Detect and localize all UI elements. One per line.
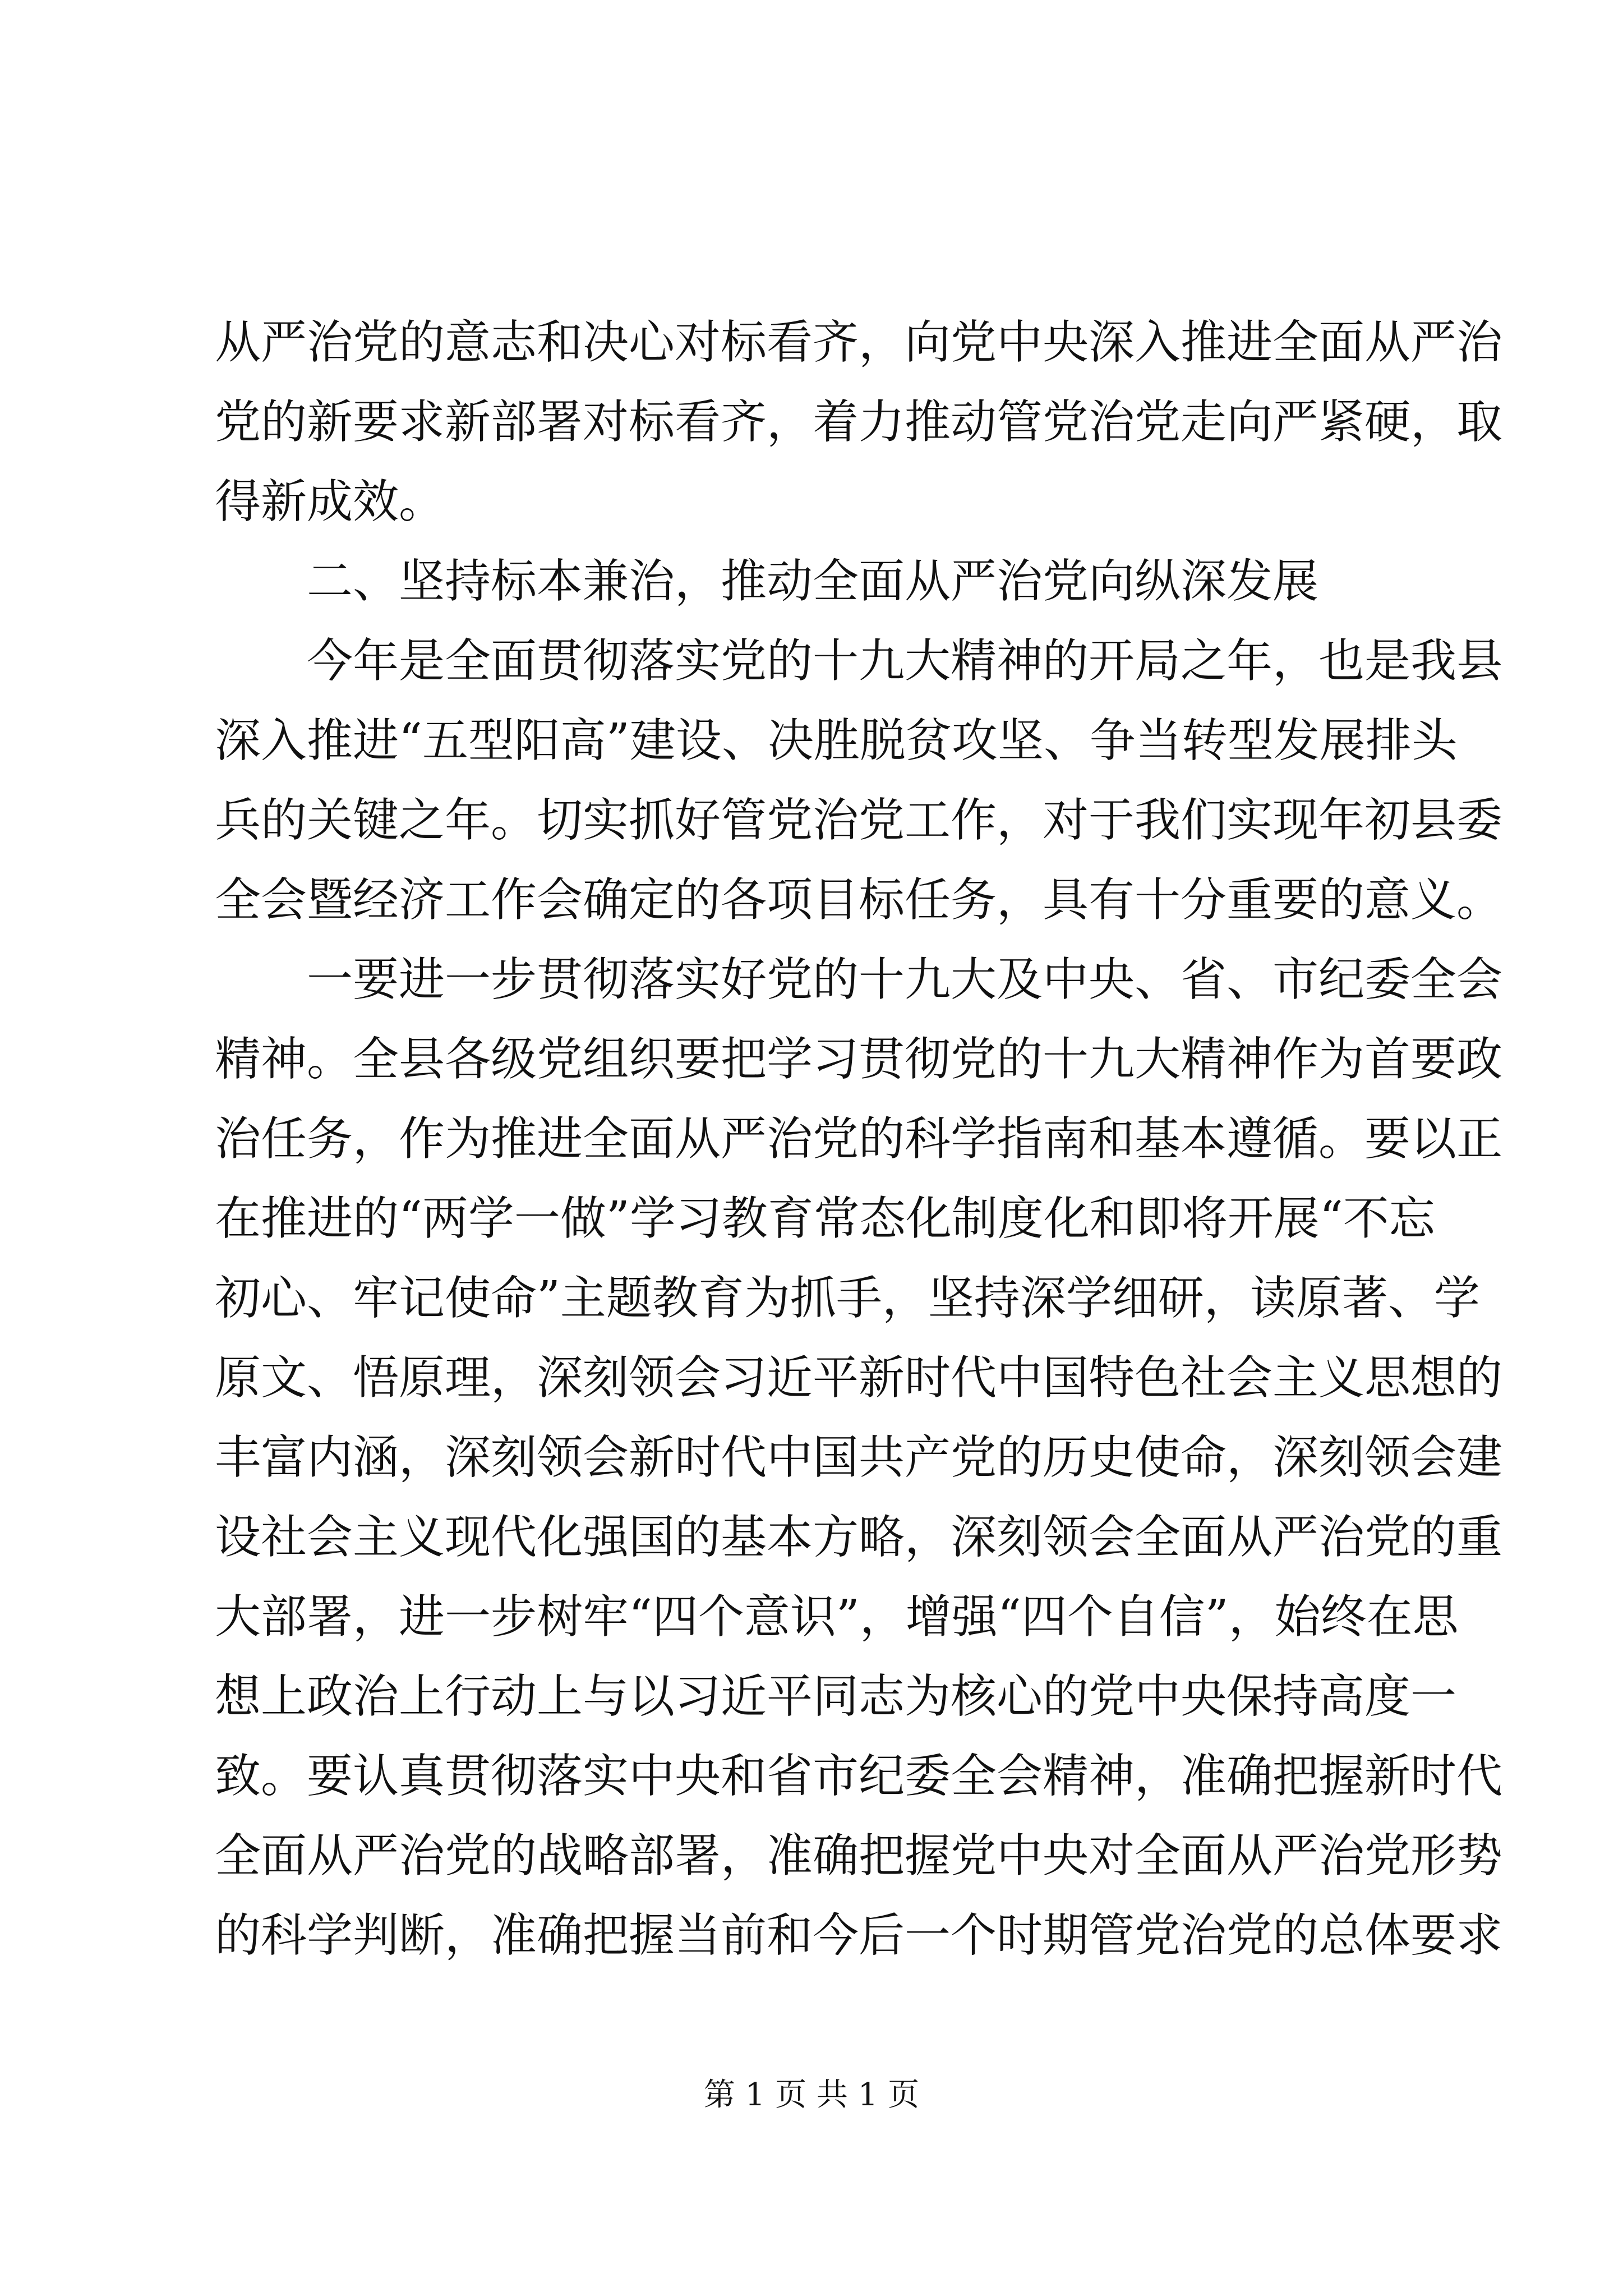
text-line: 初心、牢记使命”主题教育为抓手，坚持深学细研，读原著、学: [215, 1272, 1480, 1325]
text-line: 今年是全面贯彻落实党的十九大精神的开局之年，也是我县: [307, 634, 1503, 688]
text-line: 深入推进“五型阳高”建设、决胜脱贫攻坚、争当转型发展排头: [215, 714, 1458, 767]
text-line: 从严治党的意志和决心对标看齐，向党中央深入推进全面从严治: [215, 316, 1503, 369]
text-line: 治任务，作为推进全面从严治党的科学指南和基本遵循。要以正: [215, 1112, 1503, 1166]
text-line: 原文、悟原理，深刻领会习近平新时代中国特色社会主义思想的: [215, 1351, 1503, 1405]
text-line: 一要进一步贯彻落实好党的十九大及中央、省、市纪委全会: [307, 953, 1503, 1006]
page-number-footer: 第 1 页 共 1 页: [703, 2077, 920, 2113]
section-heading: 二、坚持标本兼治，推动全面从严治党向纵深发展: [307, 555, 1319, 608]
text-line: 想上政治上行动上与以习近平同志为核心的党中央保持高度一: [215, 1670, 1457, 1723]
text-line: 大部署，进一步树牢“四个意识”，增强“四个自信”，始终在思: [215, 1590, 1459, 1644]
document-body: [215, 303, 1503, 1976]
text-line: 兵的关键之年。切实抓好管党治党工作，对于我们实现年初县委: [215, 794, 1503, 847]
text-line: 致。要认真贯彻落实中央和省市纪委全会精神，准确把握新时代: [215, 1750, 1503, 1803]
text-line: 党的新要求新部署对标看齐，着力推动管党治党走向严紧硬，取: [215, 395, 1503, 449]
text-line: 精神。全县各级党组织要把学习贯彻党的十九大精神作为首要政: [215, 1033, 1503, 1086]
text-line: 全会暨经济工作会确定的各项目标任务，具有十分重要的意义。: [215, 873, 1503, 927]
text-line: 设社会主义现代化强国的基本方略，深刻领会全面从严治党的重: [215, 1511, 1503, 1564]
text-line: 得新成效。: [215, 475, 445, 528]
text-line: 在推进的“两学一做”学习教育常态化制度化和即将开展“不忘: [215, 1192, 1435, 1245]
text-line: 的科学判断，准确把握当前和今后一个时期管党治党的总体要求: [215, 1909, 1503, 1962]
text-line: 全面从严治党的战略部署，准确把握党中央对全面从严治党形势: [215, 1829, 1503, 1883]
text-line: 丰富内涵，深刻领会新时代中国共产党的历史使命，深刻领会建: [215, 1431, 1503, 1484]
